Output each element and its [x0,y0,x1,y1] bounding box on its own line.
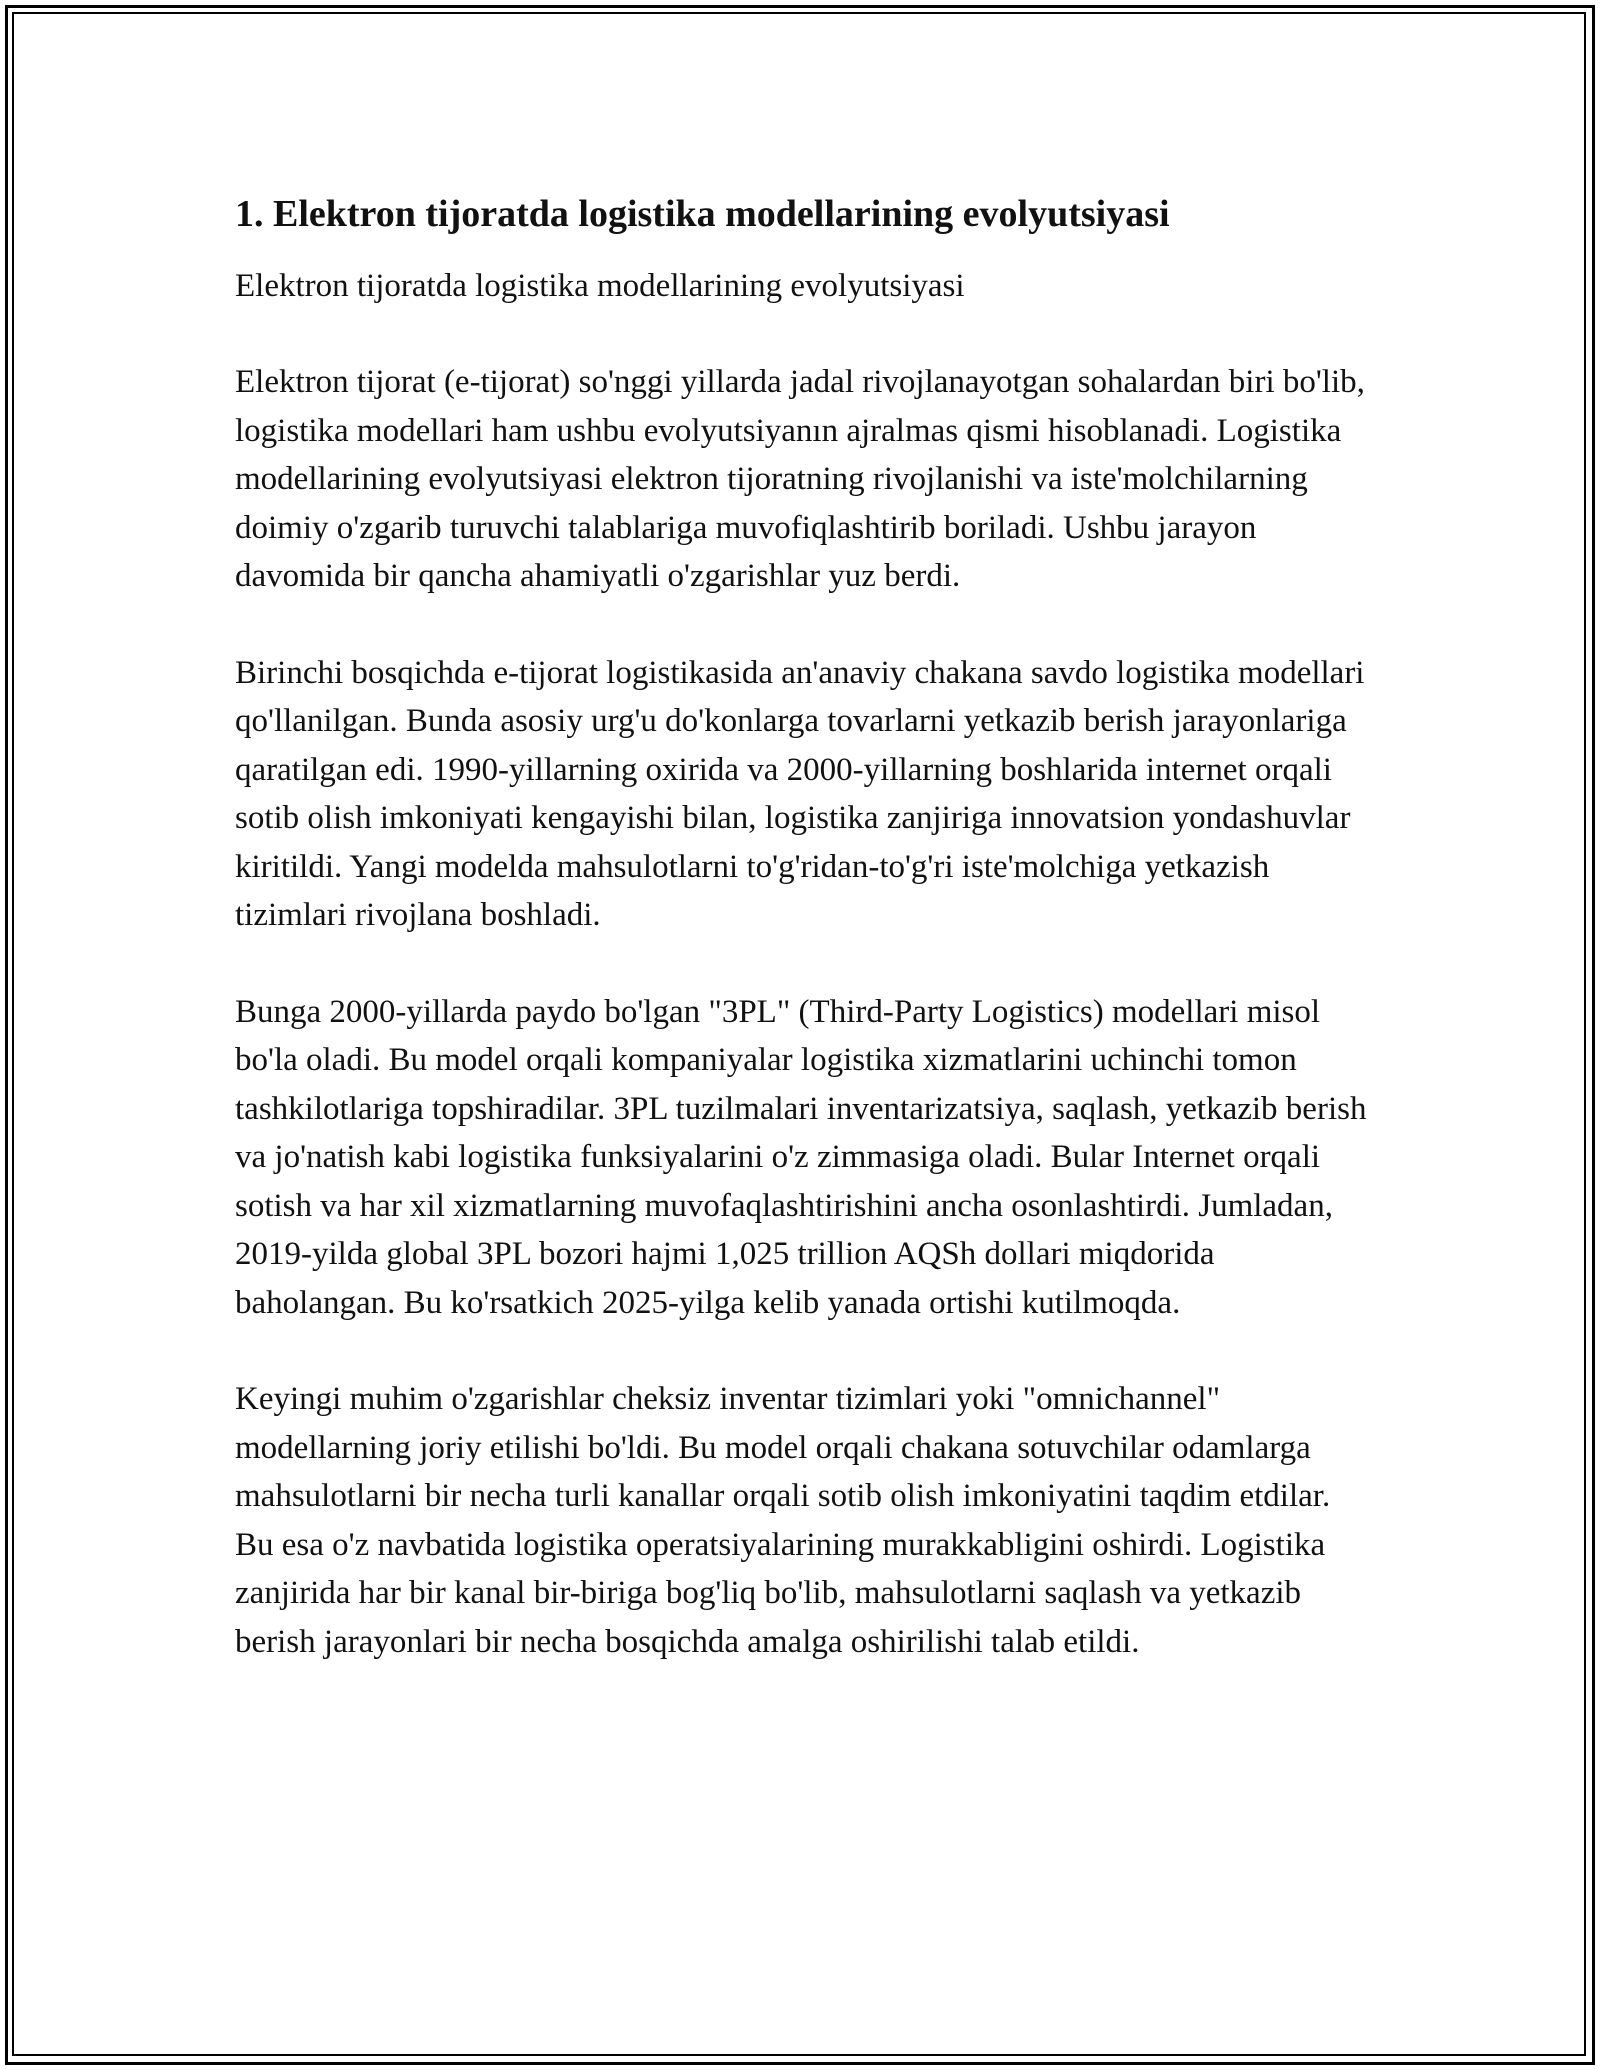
paragraph-omnichannel: Keyingi muhim o'zgarishlar cheksiz inventar tizimlari yoki "omnichannel" modellarning joriy etilishi bo'ldi. Bu model orqali chakana sotuvchilar odamlarga mahsulotlarni bir necha turli kanallar orqali sotib olish imkoniyatini taqdim etdilar. Bu esa o'z navbatida logistika operatsiyalarining murakkabligini oshirdi. Logistika zanjirida har bir kanal bir-biriga bog'liq bo'lib, mahsulotlarni saqlash va yetkazib berish jarayonlari bir necha bosqichda amalga oshirilishi talab etildi. [235,1381,1331,1660]
paragraph-first-stage: Birinchi bosqichda e-tijorat logistikasida an'anaviy chakana savdo logistika modellari qo'llanilgan. Bunda asosiy urg'u do'konlarga tovarlarni yetkazib berish jarayonlariga qaratilgan edi. 1990-yillarning oxirida va 2000-yillarning boshlarida internet orqali sotib olish imkoniyati kengayishi bilan, logistika zanjiriga innovatsion yondashuvlar kiritildi. Yangi modelda mahsulotlarni to'g'ridan-to'g'ri iste'molchiga yetkazish tizimlari rivojlana boshladi. [235,654,1365,933]
section-subtitle: Elektron tijoratda logistika modellarining evolyutsiyasi [235,268,965,304]
paragraph-intro: Elektron tijorat (e-tijorat) so'nggi yillarda jadal rivojlanayotgan sohalardan biri bo'lib, logistika modellari ham ushbu evolyutsiyanın ajralmas qismi hisoblanadi. Logistika modellarining evolyutsiyasi elektron tijoratning rivojlanishi va iste'molchilarning doimiy o'zgarib turuvchi talablariga muvofiqlashtirib boriladi. Ushbu jarayon davomida bir qancha ahamiyatli o'zgarishlar yuz berdi. [235,364,1365,594]
section-heading: 1. Elektron tijoratda logistika modellarining evolyutsiyasi [235,193,1170,235]
paragraph-3pl: Bunga 2000-yillarda paydo bo'lgan "3PL" (Third-Party Logistics) modellari misol bo'la oladi. Bu model orqali kompaniyalar logistika xizmatlarini uchinchi tomon tashkilotlariga topshiradilar. 3PL tuzilmalari inventarizatsiya, saqlash, yetkazib berish va jo'natish kabi logistika funksiyalarini o'z zimmasiga oladi. Bular Internet orqali sotish va har xil xizmatlarning muvofaqlashtirishini ancha osonlashtirdi. Jumladan, 2019-yilda global 3PL bozori hajmi 1,025 trillion AQSh dollari miqdorida baholangan. Bu ko'rsatkich 2025-yilga kelib yanada ortishi kutilmoqda. [235,993,1367,1321]
document-body [235,190,1375,1666]
